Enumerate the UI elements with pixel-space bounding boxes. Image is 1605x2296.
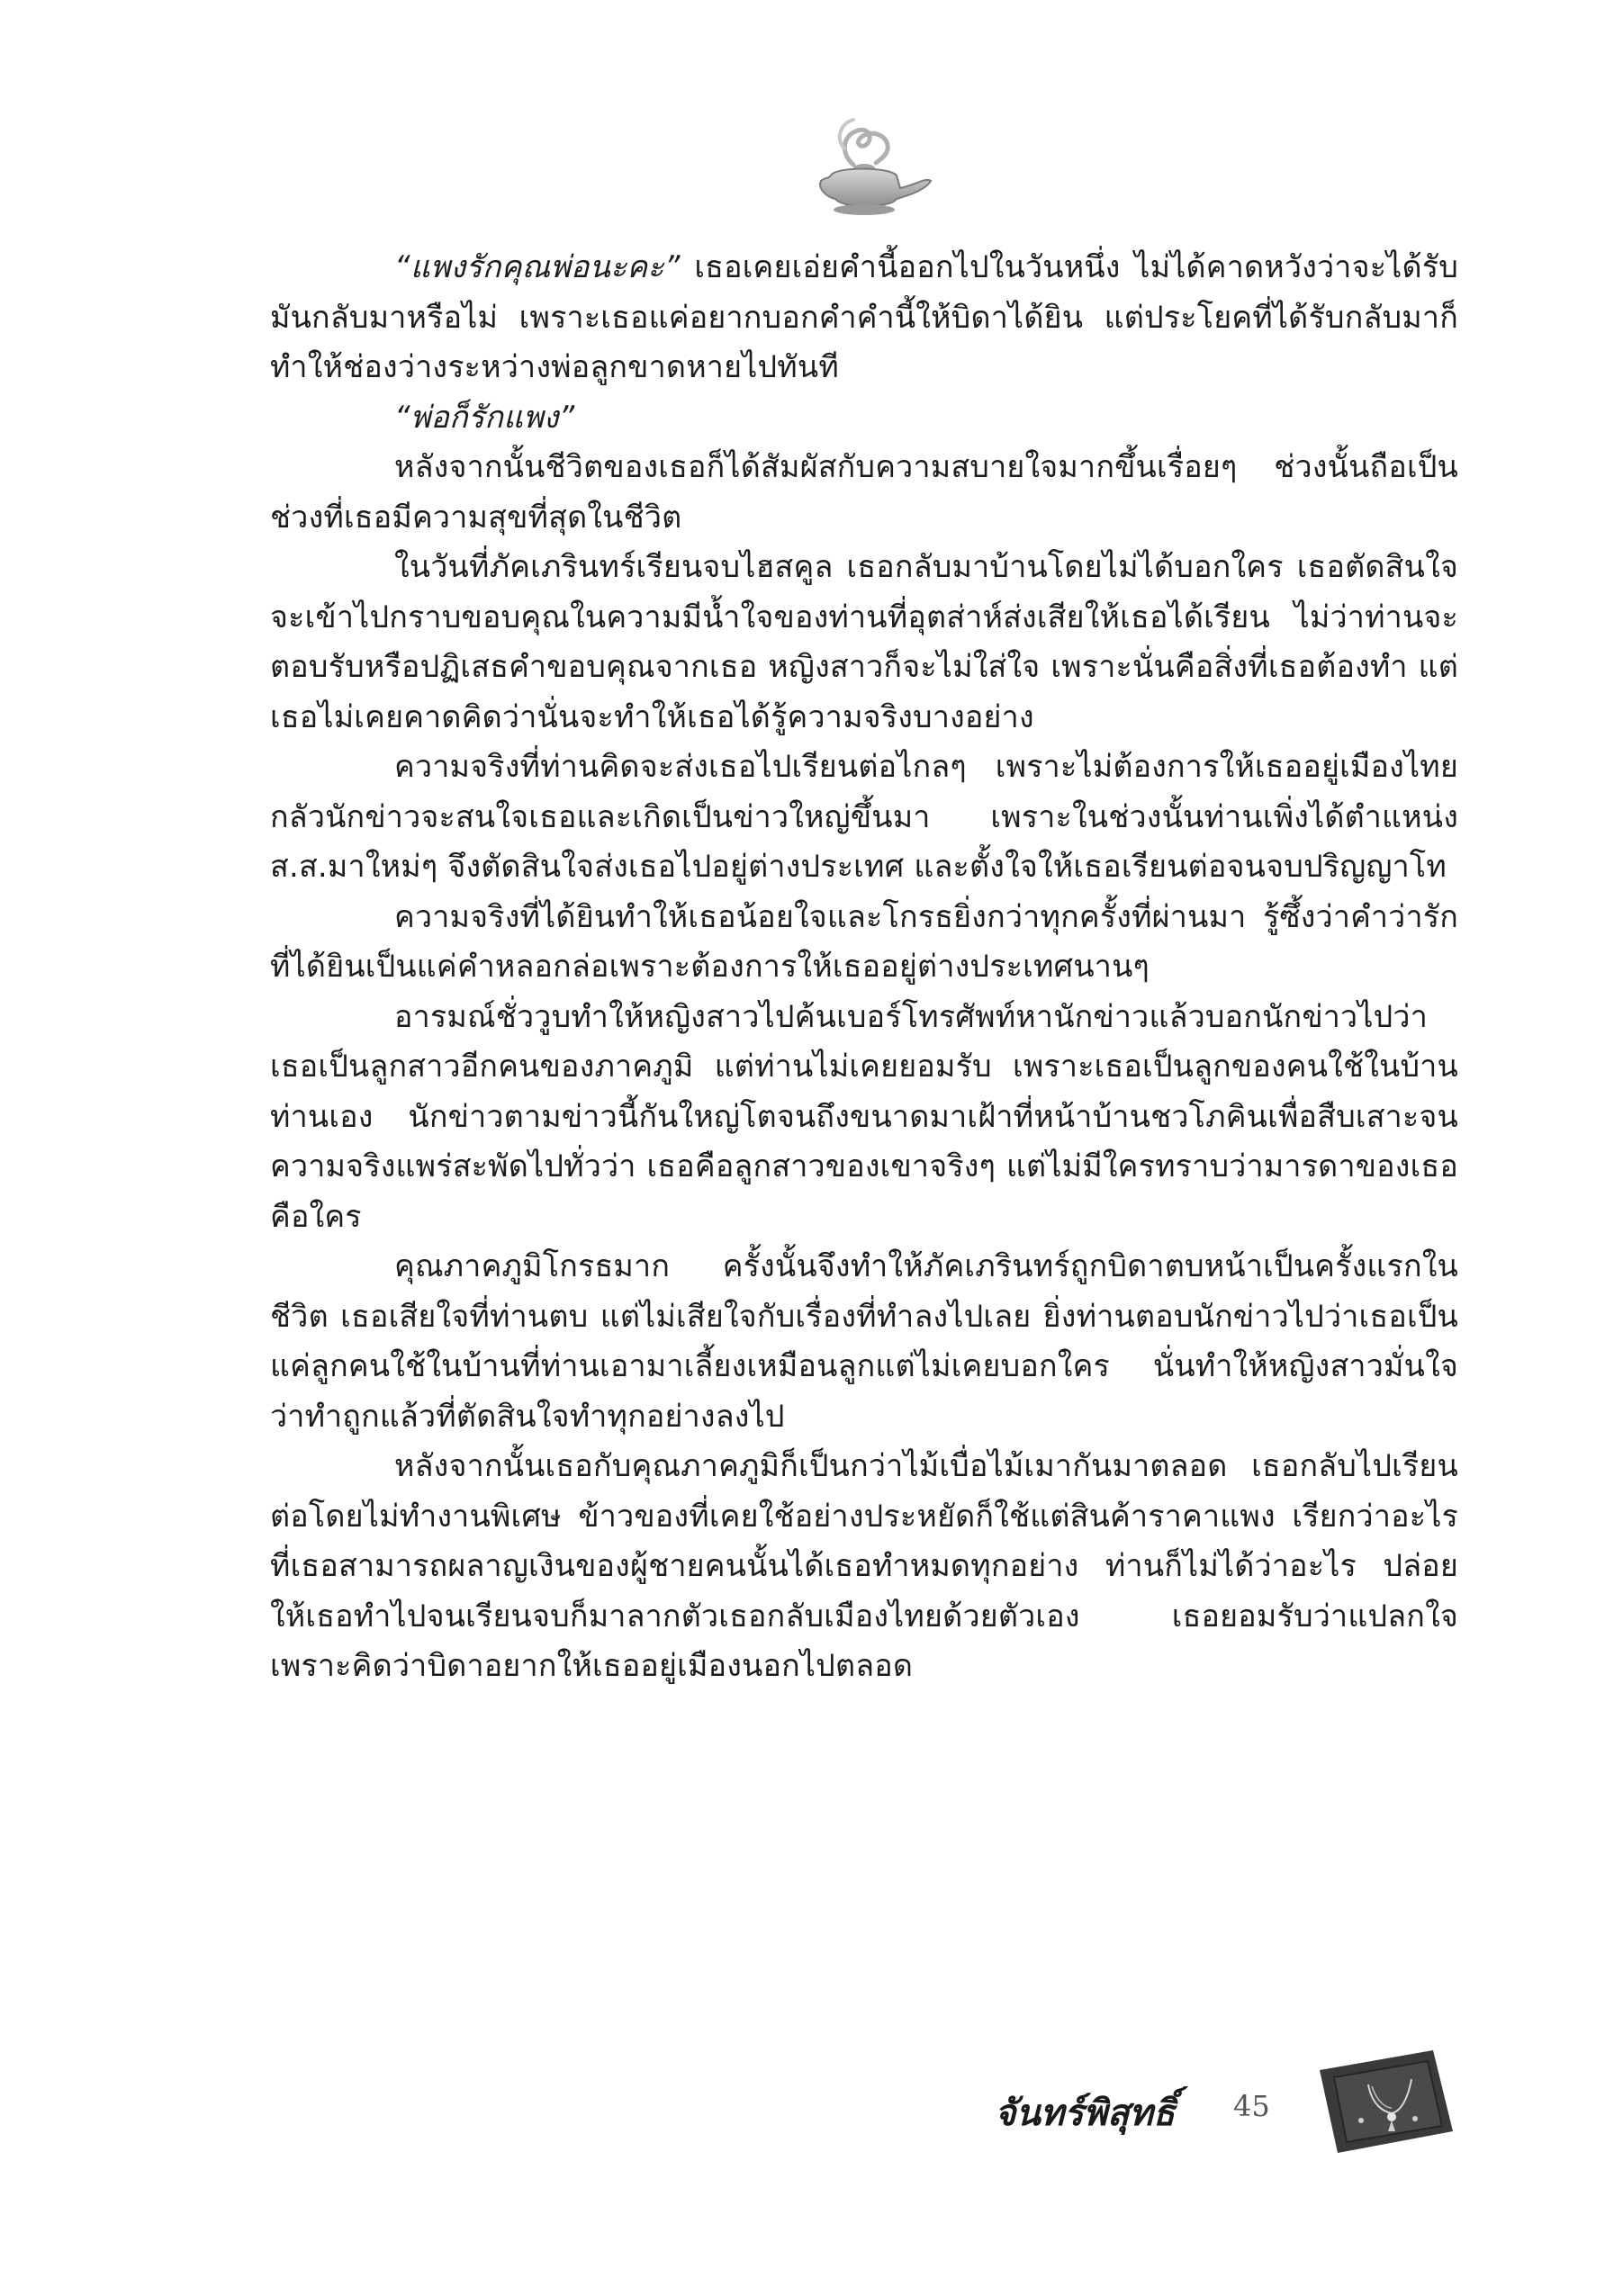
quote-text: “พ่อก็รักแพง” xyxy=(394,399,575,436)
paragraph xyxy=(270,743,1458,893)
paragraph xyxy=(270,1442,1458,1692)
book-title: จันทร์พิสุทธิ์ xyxy=(995,2092,1176,2134)
paragraph xyxy=(270,393,1458,444)
quote-text: “แพงรักคุณพ่อนะคะ” xyxy=(394,249,681,285)
paragraph-text: ในวันที่ภัคเภรินทร์เรียนจบไฮสคูล เธอกลับมาบ้านโดยไม่ได้บอกใคร เธอตัดสินใจจะเข้าไปกราบขอบคุณในความมีน้ำใจของท่านที่อุตส่าห์ส่งเสียให้เธอได้เรียน ไม่ว่าท่านจะตอบรับหรือปฏิเสธคำขอบคุณจากเธอ หญิงสาวก็จะไม่ใส่ใจ เพราะนั่นคือสิ่งที่เธอต้องทำ แต่เธอไม่เคยคาดคิดว่านั่นจะทำให้เธอได้รู้ความจริงบางอย่าง xyxy=(270,549,1458,735)
paragraph xyxy=(270,243,1458,393)
paragraph-text: อารมณ์ชั่ววูบทำให้หญิงสาวไปค้นเบอร์โทรศัพท์หานักข่าวแล้วบอกนักข่าวไปว่าเธอเป็นลูกสาวอีกคนของภาคภูมิ แต่ท่านไม่เคยยอมรับ เพราะเธอเป็นลูกของคนใช้ในบ้านท่านเอง นักข่าวตามข่าวนี้กันใหญ่โตจนถึงขนาดมาเฝ้าที่หน้าบ้านชวโภคินเพื่อสืบเสาะจนความจริงแพร่สะพัดไปทั่วว่า เธอคือลูกสาวของเขาจริงๆ แต่ไม่มีใครทราบว่ามารดาของเธอคือใคร xyxy=(270,998,1458,1235)
paragraph-text: หลังจากนั้นเธอกับคุณภาคภูมิก็เป็นกว่าไม้เบื่อไม้เมากันมาตลอด เธอกลับไปเรียนต่อโดยไม่ทำงานพิเศษ ข้าวของที่เคยใช้อย่างประหยัดก็ใช้แต่สินค้าราคาแพง เรียกว่าอะไรที่เธอสามารถผลาญเงินของผู้ชายคนนั้นได้เธอทำหมดทุกอย่าง ท่านก็ไม่ได้ว่าอะไร ปล่อยให้เธอทำไปจนเรียนจบก็มาลากตัวเธอกลับเมืองไทยด้วยตัวเอง เธอยอมรับว่าแปลกใจ เพราะคิดว่าบิดาอยากให้เธออยู่เมืองนอกไปตลอด xyxy=(270,1448,1458,1684)
paragraph-text: คุณภาคภูมิโกรธมาก ครั้งนั้นจึงทำให้ภัคเภรินทร์ถูกบิดาตบหน้าเป็นครั้งแรกในชีวิต เธอเสียใจที่ท่านตบ แต่ไม่เสียใจกับเรื่องที่ทำลงไปเลย ยิ่งท่านตอบนักข่าวไปว่าเธอเป็นแค่ลูกคนใช้ในบ้านที่ท่านเอามาเลี้ยงเหมือนลูกแต่ไม่เคยบอกใคร นั่นทำให้หญิงสาวมั่นใจว่าทำถูกแล้วที่ตัดสินใจทำทุกอย่างลงไป xyxy=(270,1248,1458,1435)
paragraph-text: ความจริงที่ท่านคิดจะส่งเธอไปเรียนต่อไกลๆ เพราะไม่ต้องการให้เธออยู่เมืองไทย กลัวนักข่าวจะสนใจเธอและเกิดเป็นข่าวใหญ่ขึ้นมา เพราะในช่วงนั้นท่านเพิ่งได้ตำแหน่ง ส.ส.มาใหม่ๆ จึงตัดสินใจส่งเธอไปอยู่ต่างประเทศ และตั้งใจให้เธอเรียนต่อจนจบปริญญาโท xyxy=(270,749,1458,885)
paragraph xyxy=(270,993,1458,1243)
paragraph-text: เธอเคยเอ่ยคำนี้ออกไปในวันหนึ่ง ไม่ได้คาดหวังว่าจะได้รับมันกลับมาหรือไม่ เพราะเธอแค่อยากบอกคำคำนี้ให้บิดาได้ยิน แต่ประโยคที่ได้รับกลับมาก็ทำให้ช่องว่างระหว่างพ่อลูกขาดหายไปทันที xyxy=(270,249,1458,385)
paragraph-text: หลังจากนั้นชีวิตของเธอก็ได้สัมผัสกับความสบายใจมากขึ้นเรื่อยๆ ช่วงนั้นถือเป็นช่วงที่เธอมีความสุขที่สุดในชีวิต xyxy=(270,449,1458,536)
paragraph-text: ความจริงที่ได้ยินทำให้เธอน้อยใจและโกรธยิ่งกว่าทุกครั้งที่ผ่านมา รู้ซึ้งว่าคำว่ารักที่ได้ยินเป็นแค่คำหลอกล่อเพราะต้องการให้เธออยู่ต่างประเทศนานๆ xyxy=(270,898,1458,985)
paragraph xyxy=(270,443,1458,543)
lamp-ornament-icon xyxy=(790,113,934,221)
page-number: 45 xyxy=(1233,2089,1270,2123)
jewelry-box-icon xyxy=(1314,2045,1458,2157)
paragraph xyxy=(270,1242,1458,1442)
body-text xyxy=(270,243,1458,1692)
paragraph xyxy=(270,893,1458,993)
paragraph xyxy=(270,543,1458,743)
